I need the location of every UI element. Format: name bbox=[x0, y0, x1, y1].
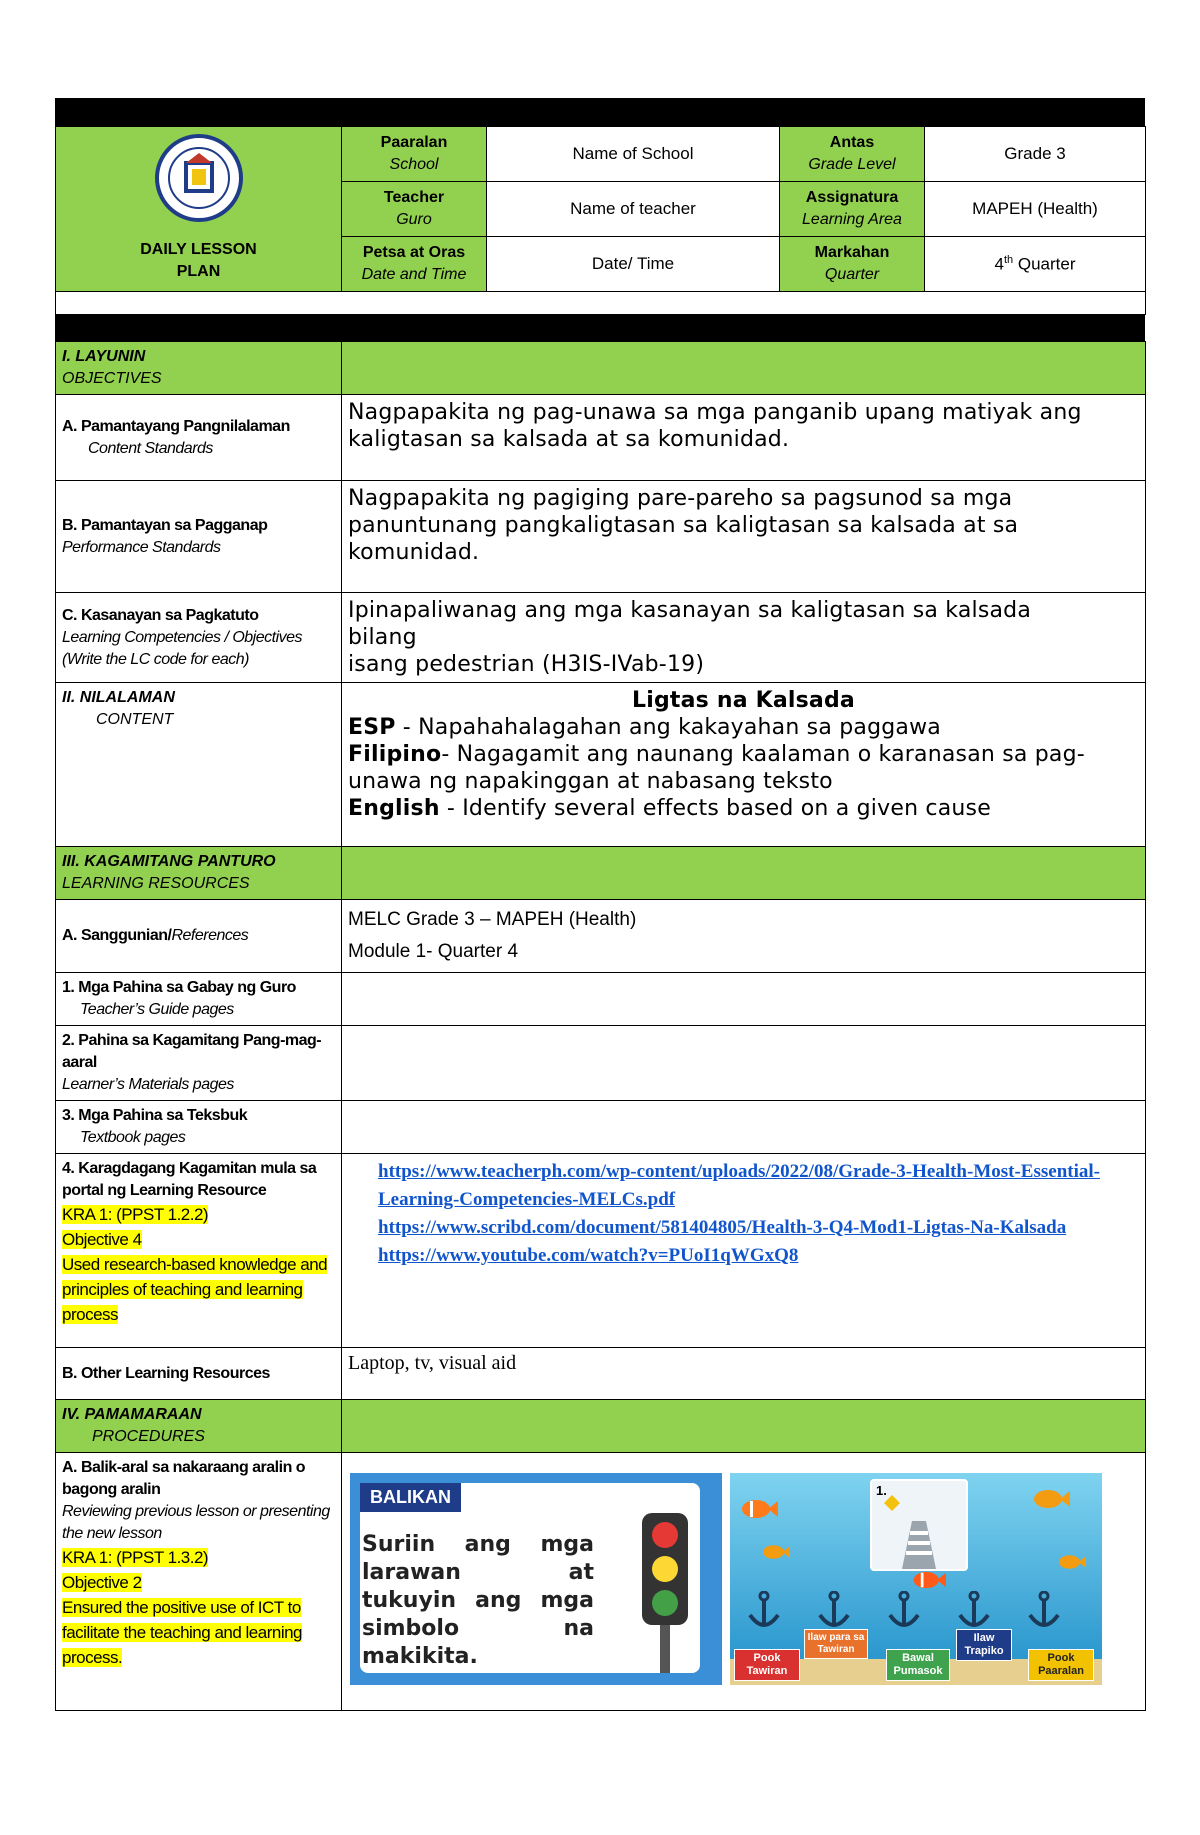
resources-heading: III. KAGAMITANG PANTURO LEARNING RESOURCES bbox=[56, 847, 342, 900]
fish-icon bbox=[910, 1569, 946, 1591]
textbook-value bbox=[342, 1101, 1146, 1154]
teacher-value: Name of teacher bbox=[487, 182, 780, 237]
objectives-heading-fill bbox=[342, 342, 1146, 395]
option-label-1[interactable]: Pook Tawiran bbox=[734, 1649, 800, 1681]
school-label: Paaralan School bbox=[342, 127, 487, 182]
top-black-bar bbox=[55, 98, 1145, 126]
procedures-heading: IV. PAMAMARAAN PROCEDURES bbox=[56, 1400, 342, 1453]
teacher-label: Teacher Guro bbox=[342, 182, 487, 237]
content-title: Ligtas na Kalsada bbox=[632, 688, 855, 713]
other-resources-label: B. Other Learning Resources bbox=[56, 1348, 342, 1400]
option-label-5[interactable]: Pook Paaralan bbox=[1028, 1649, 1094, 1681]
header-spacer bbox=[56, 292, 1146, 315]
plan-title-line2: PLAN bbox=[176, 263, 221, 280]
performance-standards-text: Nagpapakita ng pagiging pare-pareho sa pagsunod sa mga panuntunang pangkaligtasan sa kaligtasan sa kalsada at sa komunidad. bbox=[342, 481, 1146, 593]
content-standards-text: Nagpapakita ng pag-unawa sa mga panganib upang matiyak ang kaligtasan sa kalsada at sa komunidad. bbox=[342, 395, 1146, 481]
option-label-4[interactable]: Ilaw Trapiko bbox=[956, 1629, 1012, 1661]
section-black-bar bbox=[55, 315, 1145, 341]
kra-highlight-4: KRA 1: (PPST 1.3.2) bbox=[62, 1548, 209, 1567]
other-resources-text: Laptop, tv, visual aid bbox=[342, 1348, 1146, 1400]
kra-highlight-2: Objective 4 bbox=[62, 1230, 142, 1249]
content-text bbox=[342, 683, 1146, 847]
anchor-icon bbox=[818, 1591, 850, 1631]
header-table bbox=[55, 126, 1146, 315]
learning-area-label: Assignatura Learning Area bbox=[780, 182, 925, 237]
card-number: 1. bbox=[876, 1483, 887, 1498]
competencies-label: C. Kasanayan sa Pagkatuto Learning Competencies / Objectives (Write the LC code for each) bbox=[56, 593, 342, 683]
review-label: A. Balik-aral sa nakaraang aralin o bagong aralin Reviewing previous lesson or presenting the new lesson KRA 1: (PPST 1.3.2) Objective 2 Ensured the positive use of ICT to facilitate the teaching and learning process. bbox=[56, 1453, 342, 1711]
option-label-2[interactable]: Ilaw para sa Tawiran bbox=[804, 1629, 868, 1659]
lesson-body-table bbox=[55, 341, 1146, 1711]
objectives-heading: I. LAYUNIN OBJECTIVES bbox=[56, 342, 342, 395]
crosswalk-card bbox=[870, 1479, 968, 1571]
references-text: MELC Grade 3 – MAPEH (Health) Module 1- Quarter 4 bbox=[342, 900, 1146, 973]
school-value: Name of School bbox=[487, 127, 780, 182]
traffic-light-icon bbox=[630, 1513, 700, 1673]
option-label-3[interactable]: Bawal Pumasok bbox=[886, 1649, 950, 1681]
kra-highlight-1: KRA 1: (PPST 1.2.2) bbox=[62, 1205, 209, 1224]
quarter-value: 4th Quarter bbox=[925, 237, 1146, 292]
teachers-guide-label: 1. Mga Pahina sa Gabay ng Guro Teacher’s Guide pages bbox=[56, 973, 342, 1026]
fish-icon bbox=[738, 1497, 778, 1521]
anchor-icon bbox=[888, 1591, 920, 1631]
symbols-slide bbox=[730, 1473, 1102, 1685]
plan-title-line1: DAILY LESSON bbox=[140, 241, 257, 258]
learning-area-value: MAPEH (Health) bbox=[925, 182, 1146, 237]
anchor-icon bbox=[1028, 1591, 1060, 1631]
teachers-guide-value bbox=[342, 973, 1146, 1026]
textbook-label: 3. Mga Pahina sa Teksbuk Textbook pages bbox=[56, 1101, 342, 1154]
portal-links bbox=[342, 1154, 1146, 1348]
fish-icon bbox=[1030, 1487, 1070, 1511]
balikan-slide bbox=[350, 1473, 722, 1685]
fish-icon bbox=[1056, 1553, 1086, 1571]
logo-title-cell bbox=[56, 127, 342, 292]
content-filipino: Filipino- Nagagamit ang naunang kaalaman o karanasan sa pag-unawa ng napakinggan at nabasang teksto bbox=[348, 742, 1085, 794]
references-label: A. Sanggunian/References bbox=[56, 900, 342, 973]
resources-heading-fill bbox=[342, 847, 1146, 900]
kra-highlight-3: Used research-based knowledge and principles of teaching and learning process bbox=[62, 1255, 328, 1324]
learners-materials-value bbox=[342, 1026, 1146, 1101]
kra-highlight-5: Objective 2 bbox=[62, 1573, 142, 1592]
content-heading: II. NILALAMAN CONTENT bbox=[56, 683, 342, 847]
quarter-label: Markahan Quarter bbox=[780, 237, 925, 292]
grade-label: Antas Grade Level bbox=[780, 127, 925, 182]
competencies-text: Ipinapaliwanag ang mga kasanayan sa kaligtasan sa kalsada bilang isang pedestrian (H3IS-IVab-19) bbox=[342, 593, 1146, 683]
content-esp: ESP - Napahahalagahan ang kakayahan sa paggawa bbox=[348, 715, 941, 740]
grade-value: Grade 3 bbox=[925, 127, 1146, 182]
youtube-video-link[interactable]: https://www.youtube.com/watch?v=PUoI1qWGxQ8 bbox=[378, 1245, 799, 1266]
anchor-icon bbox=[958, 1591, 990, 1631]
performance-standards-label: B. Pamantayan sa Pagganap Performance Standards bbox=[56, 481, 342, 593]
learners-materials-label: 2. Pahina sa Kagamitang Pang-mag-aaral Learner’s Materials pages bbox=[56, 1026, 342, 1101]
deped-seal-icon bbox=[154, 133, 244, 223]
anchor-icon bbox=[748, 1591, 780, 1631]
scribd-module-link[interactable]: https://www.scribd.com/document/581404805/Health-3-Q4-Mod1-Ligtas-Na-Kalsada bbox=[378, 1217, 1067, 1238]
content-standards-label: A. Pamantayang Pangnilalaman Content Standards bbox=[56, 395, 342, 481]
balikan-instruction: Suriin ang mga larawan at tukuyin ang mga simbolo na makikita. bbox=[362, 1532, 594, 1669]
fish-icon bbox=[760, 1543, 790, 1561]
portal-label: 4. Karagdagang Kagamitan mula sa portal ng Learning Resource KRA 1: (PPST 1.2.2) Objective 4 Used research-based knowledge and principles of teaching and learning process bbox=[56, 1154, 342, 1348]
content-english: English - Identify several effects based on a given cause bbox=[348, 796, 991, 821]
lesson-plan-page bbox=[55, 98, 1145, 1711]
crosswalk-icon bbox=[872, 1481, 966, 1569]
balikan-tag: BALIKAN bbox=[360, 1483, 461, 1512]
review-images bbox=[342, 1453, 1146, 1711]
date-label: Petsa at Oras Date and Time bbox=[342, 237, 487, 292]
date-value: Date/ Time bbox=[487, 237, 780, 292]
kra-highlight-6: Ensured the positive use of ICT to facilitate the teaching and learning process. bbox=[62, 1598, 303, 1667]
procedures-heading-fill bbox=[342, 1400, 1146, 1453]
melc-pdf-link[interactable]: https://www.teacherph.com/wp-content/uploads/2022/08/Grade-3-Health-Most-Essential-Learning-Competencies-MELCs.pdf bbox=[378, 1161, 1100, 1210]
